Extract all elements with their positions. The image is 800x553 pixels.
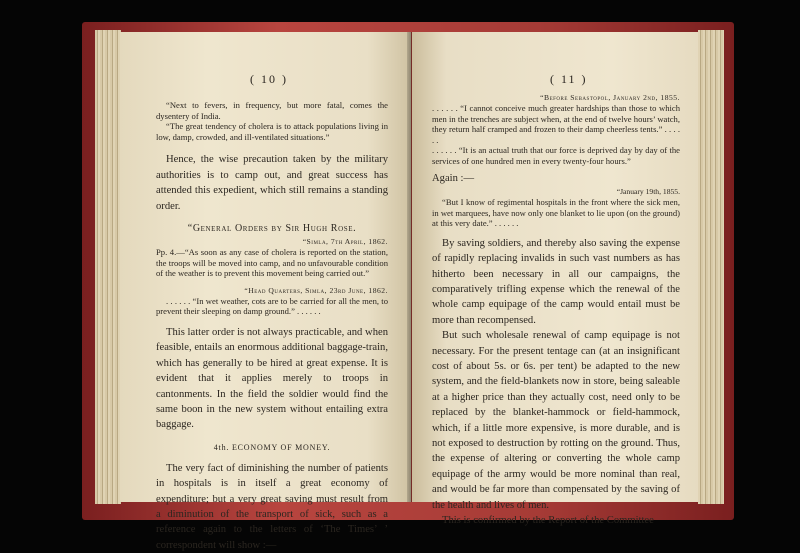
paragraph-saving-soldiers: By saving soldiers, and thereby also saving the expense of rapidly replacing invalids in such vast numbers as has hitherto been necessary in all our campaigns, the comparatively trifling expense which the renewal of the whole camp equipage of the camp would entail must be more than recompensed. bbox=[432, 237, 680, 326]
section-heading-economy: 4th. ECONOMY OF MONEY. bbox=[213, 442, 331, 452]
right-page bbox=[412, 32, 698, 527]
order-cholera-camp: Pp. 4.—“As soon as any case of cholera is reported on the station, the troops will be moved into camp, and no unfavourable condition of the weather is to prevent this movement being carried out.” bbox=[156, 247, 388, 279]
paragraph-economy: The very fact of diminishing the number of patients in hospitals is in itself a great economy of expenditure; but a very great saving must result from a diminution of the transport of sick, such as a reference again to the letters of ‘The Times’ ’ correspondent will show :— bbox=[156, 462, 388, 551]
paragraph-committee: This is confirmed by the Report of the Committee bbox=[442, 515, 654, 527]
paragraph-baggage: This latter order is not always practicable, and when feasible, entails an enormous additional baggage-train, which has generally to be hired at great expense. It is evident that it applies merely to troops in cantonments. In the field the soldier would find the same boon in the new system without entailing extra baggage. bbox=[156, 326, 388, 431]
page-edges-left bbox=[95, 30, 121, 504]
quote-force-deprived: . . . . . . “It is an actual truth that our force is deprived day by day of the services of one hundred men in every twenty-four hours.” bbox=[432, 145, 680, 166]
page-number: ( 10 ) bbox=[250, 72, 288, 86]
letter-date-1: “Before Sebastopol, January 2nd, 1855. bbox=[540, 93, 680, 102]
page-edges-right bbox=[698, 30, 724, 504]
quote-cholera: “The great tendency of cholera is to attack populations living in low, damp, crowded, and ill-ventilated situations.” bbox=[156, 121, 388, 142]
quote-hospitals: “But I know of regimental hospitals in the front where the sick men, in wet marquees, have now only one blanket to lie upon (on the ground) at this very date.” . . . . . . bbox=[432, 196, 680, 229]
left-page-text bbox=[156, 100, 388, 553]
quote-hardships: . . . . . . “I cannot conceive much greater hardships than those to which men in the trenches are subject when, at the end of twelve hours’ watch, they return half cramped and frozen to their damp cheerless tents.” . . . . . . bbox=[432, 103, 680, 145]
order-date-1: “Simla, 7th April, 1862. bbox=[302, 237, 388, 246]
right-page-text bbox=[432, 92, 680, 528]
paragraph-precaution: Hence, the wise precaution taken by the military authorities is to camp out, and great success has attended this expedient, which still remains a standing order. bbox=[156, 154, 388, 212]
open-book bbox=[82, 22, 734, 551]
letter-date-2: “January 19th, 1855. bbox=[616, 186, 680, 196]
order-cots: . . . . . . “In wet weather, cots are to be carried for all the men, to prevent their sleeping on damp ground.” . . . . . . bbox=[156, 295, 388, 317]
paragraph-renewal: But such wholesale renewal of camp equipage is not necessary. For the present tentage can (at an insignificant cost of about 5s. or 6s. per tent) be adapted to the new system, and the field-blankets now in store, being saleable at a higher price than they actually cost, need only to be replaced by the blanket-hammock or field-hammock, which, if a little more expensive, is more durable, and is not exposed to destruction by rotting on the ground. Thus, the expense of altering or converting the whole camp equipage of the army would be more nominal than real, and would be far more than compensated by the saving of the health and lives of men. bbox=[432, 330, 680, 511]
order-date-2: “Head Quarters, Simla, 23rd June, 1862. bbox=[244, 285, 388, 295]
general-orders-heading: “General Orders by Sir Hugh Rose. bbox=[187, 223, 357, 234]
quote-fevers: “Next to fevers, in frequency, but more fatal, comes the dysentery of India. bbox=[156, 100, 388, 121]
left-page bbox=[120, 32, 411, 551]
page-number: ( 11 ) bbox=[550, 72, 588, 86]
again-label: Again :— bbox=[432, 172, 475, 184]
